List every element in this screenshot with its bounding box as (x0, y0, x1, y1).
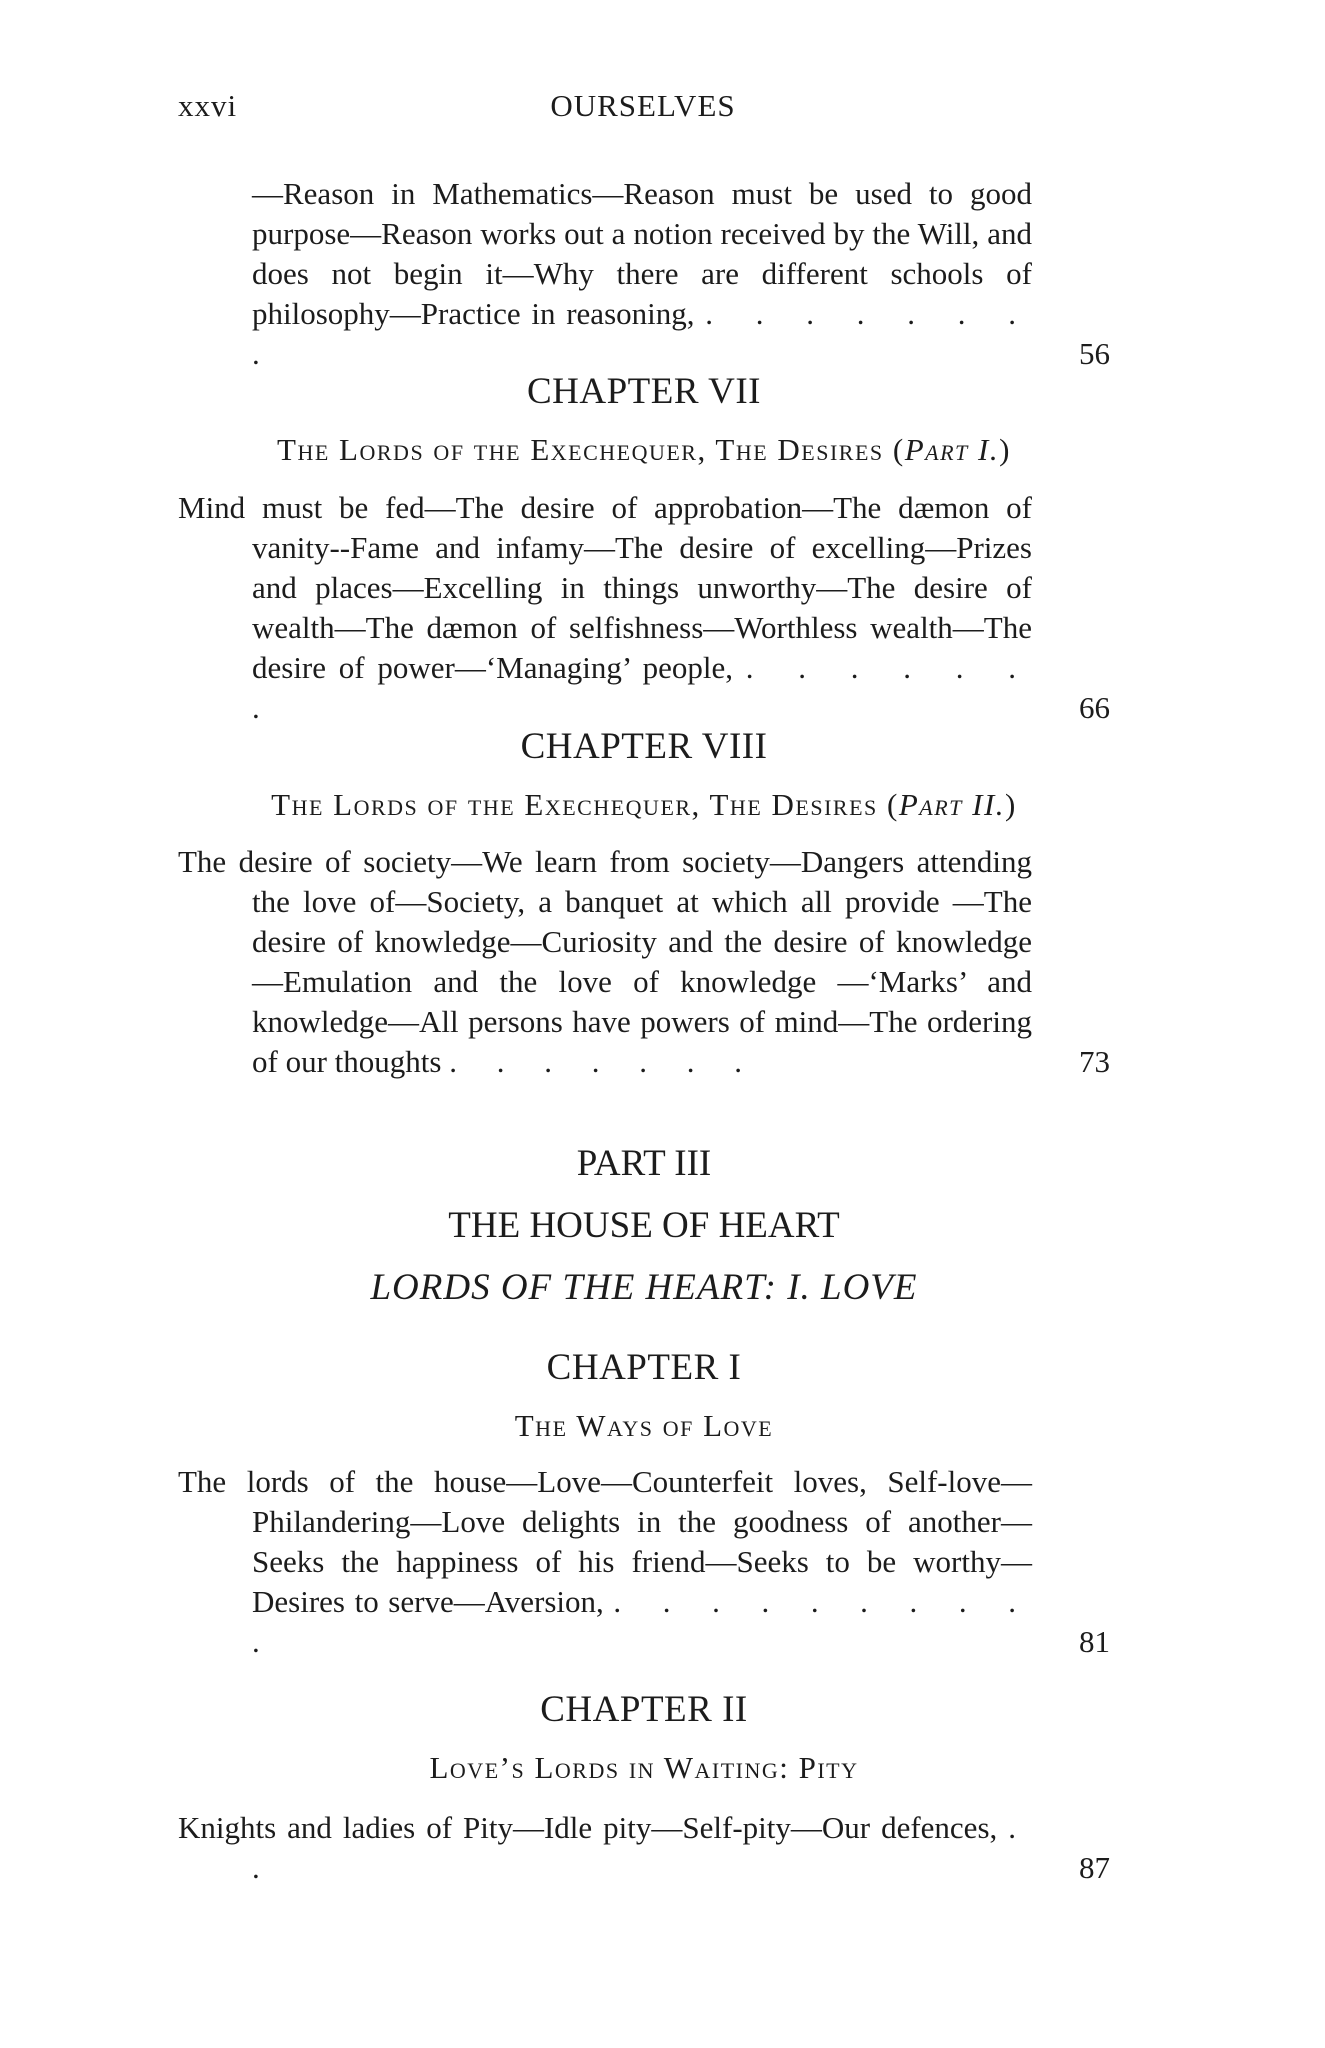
chapter-subtitle: Love’s Lords in Waiting: Pity (429, 1750, 859, 1785)
chapter-heading: CHAPTER I (546, 1347, 742, 1388)
dot-leaders: . . . . . . . . . . (252, 1584, 1032, 1659)
toc-entry-continued (178, 174, 1110, 374)
toc-entry-text: Knights and ladies of Pity—Idle pity—Self-pity—Our defences, (178, 1810, 998, 1845)
chapter-subtitle-text: The Lords of the Exechequer, The Desires ( (271, 787, 899, 822)
dot-leaders: . . . . . . . (449, 1044, 758, 1079)
chapter-subtitle: The Ways of Love (514, 1408, 774, 1443)
dot-leaders: . . . . . . . (252, 650, 1033, 725)
running-head (178, 88, 1108, 128)
toc-entry-text-block (178, 1808, 1110, 1888)
chapter-subtitle (178, 432, 1110, 468)
toc-entry-text-block (178, 488, 1110, 728)
toc-entry-text: The lords of the house—Love—Counterfeit loves, Self-love—Philandering—Love delights in the goodness of another—Seeks the happiness of his friend—Seeks to be worthy—Desires to serve—Aversion, (178, 1464, 1032, 1619)
dot-leaders: . . (252, 1810, 1033, 1885)
chapter-heading: CHAPTER VII (526, 371, 762, 412)
part-subtitle: LORDS OF THE HEART: I. LOVE (370, 1267, 918, 1308)
chapter-subtitle-close: ) (1005, 787, 1017, 822)
toc-entry-text: —Reason in Mathematics—Reason must be used to good purpose—Reason works out a notion received by the Will, and does not begin it—Why there are different schools of philosophy—Practice in reasoning, (252, 176, 1032, 331)
chapter-heading: CHAPTER II (540, 1689, 748, 1730)
book-title: OURSELVES (550, 88, 736, 123)
page-number: xxvi (178, 88, 238, 123)
toc-entry-text-block (178, 174, 1110, 374)
toc-entry (178, 488, 1110, 728)
chapter-subtitle-italic: Part II. (898, 787, 1006, 822)
toc-page-number: 56 (1079, 336, 1110, 371)
toc-entry-text-block (178, 1462, 1110, 1662)
chapter-subtitle-italic: Part I. (904, 432, 1000, 467)
toc-page-number: 81 (1079, 1624, 1110, 1659)
toc-entry (178, 842, 1110, 1082)
chapter-subtitle-text: The Lords of the Exechequer, The Desires ( (277, 432, 905, 467)
dot-leaders: . . . . . . . . (252, 296, 1032, 371)
toc-entry-text: Mind must be fed—The desire of approbation—The dæmon of vanity--Fame and infamy—The desire of excelling—Prizes and places—Excelling in things unworthy—The desire of wealth—The dæmon of selfishness—Worthless wealth—The desire of power—‘Managing’ people, (178, 490, 1032, 685)
chapter-heading: CHAPTER VIII (520, 726, 768, 767)
toc-entry-text-block (178, 842, 1110, 1082)
toc-page-number: 87 (1079, 1850, 1110, 1885)
toc-entry-text: The desire of society—We learn from society—Dangers attending the love of—Society, a banquet at which all provide —The desire of knowledge—Curiosity and the desire of knowledge—Emulation and the love of knowledge —‘Marks’ and knowledge—All persons have powers of mind—The ordering of our thoughts (178, 844, 1032, 1079)
toc-entry (178, 1808, 1110, 1888)
chapter-subtitle (178, 787, 1110, 823)
part-title: THE HOUSE OF HEART (448, 1205, 840, 1246)
chapter-subtitle-close: ) (999, 432, 1011, 467)
part-heading: PART III (576, 1143, 712, 1184)
toc-page-number: 73 (1079, 1044, 1110, 1079)
toc-page-number: 66 (1079, 690, 1110, 725)
toc-entry (178, 1462, 1110, 1662)
